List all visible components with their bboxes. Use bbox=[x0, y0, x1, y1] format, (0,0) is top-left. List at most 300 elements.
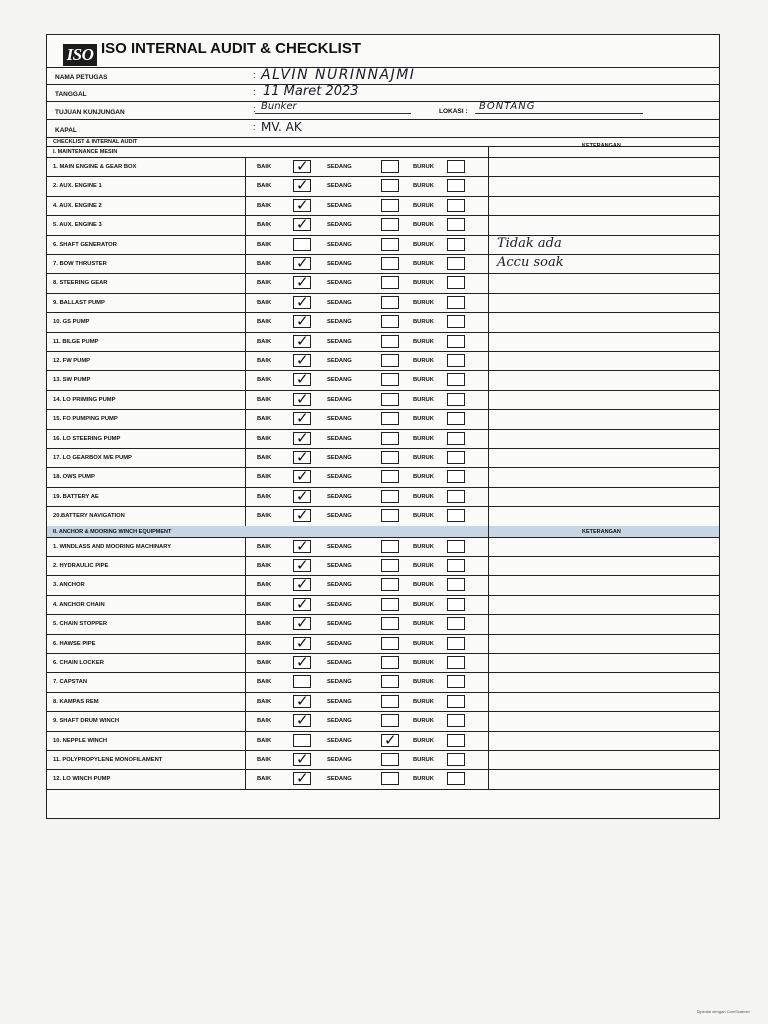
check-mark-icon: ✓ bbox=[296, 293, 309, 311]
audit-sheet bbox=[46, 34, 720, 819]
option-label-buruk: BURUK bbox=[413, 737, 434, 744]
colon: : bbox=[253, 87, 256, 97]
column-divider bbox=[245, 215, 246, 234]
option-label-buruk: BURUK bbox=[413, 563, 434, 569]
option-label-buruk: BURUK bbox=[413, 435, 434, 442]
check-mark-icon: ✓ bbox=[296, 274, 309, 292]
section-title: II. ANCHOR & MOORING WINCH EQUIPMENT bbox=[53, 528, 172, 535]
item-label: 12. LO WINCH PUMP bbox=[53, 776, 111, 783]
checkbox-sedang[interactable] bbox=[381, 490, 399, 503]
option-label-sedang: SEDANG bbox=[327, 396, 352, 403]
option-label-sedang: SEDANG bbox=[327, 640, 352, 647]
checkbox-buruk[interactable] bbox=[447, 772, 465, 785]
page-title: ISO INTERNAL AUDIT & CHECKLIST bbox=[101, 40, 362, 57]
sheet-header bbox=[47, 35, 719, 68]
item-label: 1. WINDLASS AND MOORING MACHINARY bbox=[53, 543, 172, 550]
item-label: 4. AUX. ENGINE 2 bbox=[53, 202, 102, 209]
checkbox-buruk[interactable] bbox=[447, 598, 465, 611]
option-label-sedang: SEDANG bbox=[327, 474, 352, 481]
checkbox-baik[interactable] bbox=[293, 371, 311, 389]
option-label-buruk: BURUK bbox=[413, 299, 434, 306]
checklist-title: CHECKLIST & INTERNAL AUDIT bbox=[53, 139, 138, 145]
check-mark-icon: ✓ bbox=[296, 770, 309, 788]
column-divider bbox=[488, 146, 489, 157]
column-divider bbox=[245, 254, 246, 273]
item-label: 9. BALLAST PUMP bbox=[53, 299, 105, 306]
checkbox-sedang[interactable] bbox=[381, 199, 399, 212]
option-label-sedang: SEDANG bbox=[327, 377, 352, 384]
item-label: 11. BILGE PUMP bbox=[53, 338, 99, 345]
checkbox-buruk[interactable] bbox=[447, 509, 465, 522]
checklist-row bbox=[47, 556, 719, 576]
checkbox-buruk[interactable] bbox=[447, 393, 465, 406]
option-label-baik: BAIK bbox=[257, 640, 272, 647]
checkbox-sedang[interactable] bbox=[381, 160, 399, 173]
checkbox-baik[interactable] bbox=[293, 451, 311, 464]
column-divider bbox=[488, 293, 489, 312]
option-label-baik: BAIK bbox=[257, 396, 272, 403]
checkbox-baik[interactable] bbox=[293, 692, 311, 710]
option-label-baik: BAIK bbox=[257, 563, 272, 569]
column-divider bbox=[245, 467, 246, 486]
checkbox-baik[interactable] bbox=[293, 753, 311, 766]
checkbox-sedang[interactable] bbox=[381, 617, 399, 630]
option-label-sedang: SEDANG bbox=[327, 319, 352, 326]
check-mark-icon: ✓ bbox=[296, 177, 309, 195]
option-label-sedang: SEDANG bbox=[327, 241, 352, 248]
checkbox-baik[interactable] bbox=[293, 274, 311, 292]
checkbox-baik[interactable] bbox=[293, 238, 311, 251]
column-divider bbox=[488, 769, 489, 788]
check-mark-icon: ✓ bbox=[296, 634, 309, 652]
column-divider bbox=[245, 390, 246, 409]
column-divider bbox=[488, 235, 489, 254]
checklist-row bbox=[47, 196, 719, 216]
check-mark-icon: ✓ bbox=[296, 449, 309, 466]
option-label-sedang: SEDANG bbox=[327, 621, 352, 628]
checkbox-sedang[interactable] bbox=[381, 179, 399, 192]
checkbox-sedang[interactable] bbox=[381, 451, 399, 464]
item-label: 6. CHAIN LOCKER bbox=[53, 660, 104, 666]
option-label-baik: BAIK bbox=[257, 183, 272, 190]
item-label: 6. SHAFT GENERATOR bbox=[53, 241, 117, 248]
option-label-sedang: SEDANG bbox=[327, 776, 352, 783]
checkbox-buruk[interactable] bbox=[447, 335, 465, 348]
item-label: 3. ANCHOR bbox=[53, 582, 85, 589]
nama-label: NAMA PETUGAS bbox=[55, 74, 108, 81]
option-label-baik: BAIK bbox=[257, 377, 272, 384]
check-mark-icon: ✓ bbox=[296, 390, 309, 408]
checkbox-sedang[interactable] bbox=[381, 373, 399, 386]
checkbox-buruk[interactable] bbox=[447, 540, 465, 553]
checkbox-buruk[interactable] bbox=[447, 675, 465, 688]
checkbox-buruk[interactable] bbox=[447, 276, 465, 289]
checkbox-sedang[interactable] bbox=[381, 276, 399, 289]
checkbox-baik[interactable] bbox=[293, 160, 311, 173]
checkbox-buruk[interactable] bbox=[447, 578, 465, 591]
keterangan-note: Accu soak bbox=[497, 255, 564, 270]
option-label-baik: BAIK bbox=[257, 474, 272, 481]
option-label-sedang: SEDANG bbox=[327, 183, 352, 190]
option-label-sedang: SEDANG bbox=[327, 493, 352, 500]
kapal-label: KAPAL bbox=[55, 127, 77, 134]
iso-logo: ISO bbox=[63, 44, 97, 66]
option-label-buruk: BURUK bbox=[413, 183, 434, 190]
lokasi-label: LOKASI : bbox=[439, 108, 468, 115]
option-label-baik: BAIK bbox=[257, 737, 272, 744]
option-label-sedang: SEDANG bbox=[327, 222, 352, 229]
checkbox-baik[interactable] bbox=[293, 712, 311, 730]
checkbox-sedang[interactable] bbox=[381, 257, 399, 270]
checkbox-baik[interactable] bbox=[293, 507, 311, 525]
checkbox-buruk[interactable] bbox=[447, 160, 465, 173]
checkbox-buruk[interactable] bbox=[447, 432, 465, 445]
checkbox-sedang[interactable] bbox=[381, 335, 399, 348]
checkbox-buruk[interactable] bbox=[447, 315, 465, 328]
option-label-sedang: SEDANG bbox=[327, 164, 352, 170]
checkbox-sedang[interactable] bbox=[381, 714, 399, 727]
lokasi-value: BONTANG bbox=[479, 101, 536, 112]
nama-value: ALVIN NURINNAJMI bbox=[261, 67, 416, 83]
item-label: 2. AUX. ENGINE 1 bbox=[53, 183, 102, 190]
checklist-row bbox=[47, 273, 719, 293]
option-label-buruk: BURUK bbox=[413, 202, 434, 209]
colon: : bbox=[253, 122, 256, 132]
option-label-baik: BAIK bbox=[257, 582, 272, 589]
checklist-row bbox=[47, 467, 719, 487]
check-mark-icon: ✓ bbox=[296, 371, 309, 389]
column-divider bbox=[245, 409, 246, 428]
checkbox-baik[interactable] bbox=[293, 257, 311, 270]
checkbox-baik[interactable] bbox=[293, 634, 311, 652]
item-label: 1. MAIN ENGINE & GEAR BOX bbox=[53, 164, 137, 170]
checklist-row bbox=[47, 157, 719, 177]
column-divider bbox=[488, 672, 489, 691]
checklist-row bbox=[47, 312, 719, 332]
option-label-baik: BAIK bbox=[257, 338, 272, 345]
check-mark-icon: ✓ bbox=[296, 576, 309, 594]
check-mark-icon: ✓ bbox=[296, 216, 309, 234]
column-divider bbox=[245, 731, 246, 750]
checkbox-baik[interactable] bbox=[293, 576, 311, 594]
checkbox-sedang[interactable] bbox=[381, 315, 399, 328]
checklist-row bbox=[47, 614, 719, 634]
checkbox-sedang[interactable] bbox=[381, 238, 399, 251]
column-divider bbox=[245, 614, 246, 633]
option-label-buruk: BURUK bbox=[413, 513, 434, 520]
option-label-sedang: SEDANG bbox=[327, 280, 352, 287]
checkbox-baik[interactable] bbox=[293, 354, 311, 367]
option-label-sedang: SEDANG bbox=[327, 679, 352, 686]
checkbox-sedang[interactable] bbox=[381, 598, 399, 611]
info-nama-row bbox=[47, 67, 719, 85]
column-divider bbox=[488, 750, 489, 769]
checklist-row bbox=[47, 634, 719, 654]
option-label-sedang: SEDANG bbox=[327, 582, 352, 589]
checkbox-buruk[interactable] bbox=[447, 354, 465, 367]
option-label-baik: BAIK bbox=[257, 543, 272, 550]
info-kapal-row bbox=[47, 119, 719, 138]
keterangan-header: KETERANGAN bbox=[582, 143, 621, 149]
check-mark-icon: ✓ bbox=[296, 255, 309, 272]
column-divider bbox=[488, 176, 489, 195]
item-label: 8. STEERING GEAR bbox=[53, 280, 108, 287]
option-label-sedang: SEDANG bbox=[327, 737, 352, 744]
column-divider bbox=[488, 711, 489, 730]
option-label-buruk: BURUK bbox=[413, 776, 434, 783]
column-divider bbox=[488, 312, 489, 331]
checkbox-sedang[interactable] bbox=[381, 675, 399, 688]
column-divider bbox=[245, 575, 246, 594]
checkbox-buruk[interactable] bbox=[447, 412, 465, 425]
check-mark-icon: ✓ bbox=[296, 557, 309, 574]
column-divider bbox=[245, 235, 246, 254]
column-divider bbox=[488, 506, 489, 525]
option-label-baik: BAIK bbox=[257, 261, 272, 267]
checkbox-sedang[interactable] bbox=[381, 540, 399, 553]
option-label-baik: BAIK bbox=[257, 416, 272, 423]
column-divider bbox=[245, 672, 246, 691]
checklist-row bbox=[47, 595, 719, 615]
column-divider bbox=[488, 467, 489, 486]
column-divider bbox=[488, 351, 489, 370]
column-divider bbox=[245, 448, 246, 467]
checkbox-sedang[interactable] bbox=[381, 753, 399, 766]
checkbox-baik[interactable] bbox=[293, 216, 311, 234]
checkbox-sedang[interactable] bbox=[381, 412, 399, 425]
item-label: 16. LO STEERING PUMP bbox=[53, 435, 121, 442]
option-label-baik: BAIK bbox=[257, 299, 272, 306]
check-mark-icon: ✓ bbox=[296, 507, 309, 525]
checkbox-buruk[interactable] bbox=[447, 559, 465, 572]
option-label-buruk: BURUK bbox=[413, 358, 434, 364]
column-divider bbox=[488, 254, 489, 273]
column-divider bbox=[488, 332, 489, 351]
checkbox-sedang[interactable] bbox=[381, 509, 399, 522]
column-divider bbox=[245, 692, 246, 711]
checkbox-baik[interactable] bbox=[293, 537, 311, 555]
column-divider bbox=[245, 653, 246, 672]
option-label-baik: BAIK bbox=[257, 660, 272, 666]
checkbox-buruk[interactable] bbox=[447, 490, 465, 503]
checkbox-buruk[interactable] bbox=[447, 218, 465, 231]
check-mark-icon: ✓ bbox=[296, 615, 309, 633]
checkbox-sedang[interactable] bbox=[381, 637, 399, 650]
checkbox-baik[interactable] bbox=[293, 313, 311, 331]
check-mark-icon: ✓ bbox=[296, 196, 309, 214]
check-mark-icon: ✓ bbox=[296, 352, 309, 369]
check-mark-icon: ✓ bbox=[296, 410, 309, 428]
checkbox-baik[interactable] bbox=[293, 770, 311, 788]
checklist-row bbox=[47, 769, 719, 789]
column-divider bbox=[488, 409, 489, 428]
checklist-row bbox=[47, 254, 719, 274]
option-label-buruk: BURUK bbox=[413, 601, 434, 608]
column-divider bbox=[245, 711, 246, 730]
option-label-baik: BAIK bbox=[257, 718, 272, 725]
checkbox-sedang[interactable] bbox=[381, 432, 399, 445]
item-label: 13. SW PUMP bbox=[53, 377, 91, 384]
check-mark-icon: ✓ bbox=[296, 468, 309, 486]
checklist-row bbox=[47, 575, 719, 595]
column-divider bbox=[245, 537, 246, 556]
checkbox-baik[interactable] bbox=[293, 332, 311, 350]
checkbox-baik[interactable] bbox=[293, 390, 311, 408]
column-divider bbox=[488, 653, 489, 672]
checkbox-sedang[interactable] bbox=[381, 578, 399, 591]
check-mark-icon: ✓ bbox=[296, 487, 309, 505]
item-label: 18. OWS PUMP bbox=[53, 474, 95, 481]
option-label-buruk: BURUK bbox=[413, 582, 434, 589]
checkbox-sedang[interactable] bbox=[381, 772, 399, 785]
checklist-row bbox=[47, 235, 719, 255]
colon: : bbox=[253, 104, 256, 114]
column-divider bbox=[488, 575, 489, 594]
option-label-sedang: SEDANG bbox=[327, 455, 352, 461]
option-label-buruk: BURUK bbox=[413, 280, 434, 287]
column-divider bbox=[488, 390, 489, 409]
item-label: 12. FW PUMP bbox=[53, 358, 91, 364]
column-divider bbox=[488, 429, 489, 448]
checkbox-buruk[interactable] bbox=[447, 734, 465, 747]
checkbox-buruk[interactable] bbox=[447, 238, 465, 251]
check-mark-icon: ✓ bbox=[384, 731, 397, 749]
column-divider bbox=[245, 312, 246, 331]
checkbox-buruk[interactable] bbox=[447, 637, 465, 650]
column-divider bbox=[488, 370, 489, 389]
keterangan-header: KETERANGAN bbox=[582, 528, 621, 535]
checkbox-baik[interactable] bbox=[293, 675, 311, 688]
checkbox-sedang[interactable] bbox=[381, 559, 399, 572]
option-label-sedang: SEDANG bbox=[327, 358, 352, 364]
checkbox-baik[interactable] bbox=[293, 559, 311, 572]
item-label: 19. BATTERY AE bbox=[53, 493, 99, 500]
item-label: 5. CHAIN STOPPER bbox=[53, 621, 108, 628]
option-label-sedang: SEDANG bbox=[327, 416, 352, 423]
checkbox-buruk[interactable] bbox=[447, 373, 465, 386]
column-divider bbox=[245, 429, 246, 448]
item-label: 7. BOW THRUSTER bbox=[53, 261, 107, 267]
checkbox-baik[interactable] bbox=[293, 177, 311, 195]
checkbox-sedang[interactable] bbox=[381, 354, 399, 367]
column-divider bbox=[245, 196, 246, 215]
column-divider bbox=[245, 176, 246, 195]
option-label-baik: BAIK bbox=[257, 358, 272, 364]
column-divider bbox=[488, 556, 489, 575]
column-divider bbox=[488, 487, 489, 506]
check-mark-icon: ✓ bbox=[296, 429, 309, 447]
checkbox-buruk[interactable] bbox=[447, 296, 465, 309]
checklist-row bbox=[47, 332, 719, 352]
checkbox-baik[interactable] bbox=[293, 734, 311, 747]
checkbox-buruk[interactable] bbox=[447, 199, 465, 212]
checkbox-baik[interactable] bbox=[293, 196, 311, 214]
checkbox-sedang[interactable] bbox=[381, 218, 399, 231]
option-label-baik: BAIK bbox=[257, 757, 272, 763]
checkbox-baik[interactable] bbox=[293, 293, 311, 311]
colon: : bbox=[253, 70, 256, 80]
checkbox-baik[interactable] bbox=[293, 595, 311, 613]
column-divider bbox=[488, 526, 489, 537]
option-label-baik: BAIK bbox=[257, 280, 272, 287]
kapal-value: MV. AK bbox=[261, 120, 302, 134]
checkbox-baik[interactable] bbox=[293, 410, 311, 428]
checkbox-sedang[interactable] bbox=[381, 470, 399, 483]
checkbox-baik[interactable] bbox=[293, 468, 311, 486]
check-mark-icon: ✓ bbox=[296, 313, 309, 331]
checklist-row bbox=[47, 293, 719, 313]
scanner-watermark: Dipindai dengan CamScanner bbox=[696, 1009, 750, 1014]
column-divider bbox=[488, 731, 489, 750]
checkbox-buruk[interactable] bbox=[447, 753, 465, 766]
checkbox-buruk[interactable] bbox=[447, 617, 465, 630]
option-label-baik: BAIK bbox=[257, 241, 272, 248]
option-label-buruk: BURUK bbox=[413, 164, 434, 170]
column-divider bbox=[488, 157, 489, 176]
checkbox-buruk[interactable] bbox=[447, 714, 465, 727]
checklist-row bbox=[47, 506, 719, 526]
checklist-row bbox=[47, 215, 719, 235]
option-label-baik: BAIK bbox=[257, 202, 272, 209]
column-divider bbox=[245, 634, 246, 653]
column-divider bbox=[245, 370, 246, 389]
option-label-sedang: SEDANG bbox=[327, 757, 352, 763]
checkbox-sedang[interactable] bbox=[381, 695, 399, 708]
option-label-buruk: BURUK bbox=[413, 241, 434, 248]
checkbox-buruk[interactable] bbox=[447, 656, 465, 669]
option-label-buruk: BURUK bbox=[413, 261, 434, 267]
item-label: 2. HYDRAULIC PIPE bbox=[53, 563, 109, 569]
checkbox-buruk[interactable] bbox=[447, 257, 465, 270]
checklist-row bbox=[47, 429, 719, 449]
item-label: 20.BATTERY NAVIGATION bbox=[53, 513, 125, 520]
checkbox-buruk[interactable] bbox=[447, 451, 465, 464]
checkbox-sedang[interactable] bbox=[381, 731, 399, 749]
tujuan-underline bbox=[255, 113, 411, 114]
checkbox-sedang[interactable] bbox=[381, 656, 399, 669]
option-label-buruk: BURUK bbox=[413, 679, 434, 686]
checklist-row bbox=[47, 409, 719, 429]
checklist-row bbox=[47, 448, 719, 468]
checklist-row bbox=[47, 537, 719, 557]
column-divider bbox=[245, 750, 246, 769]
checkbox-sedang[interactable] bbox=[381, 393, 399, 406]
checkbox-buruk[interactable] bbox=[447, 695, 465, 708]
option-label-baik: BAIK bbox=[257, 319, 272, 326]
checklist-row bbox=[47, 711, 719, 731]
tujuan-label: TUJUAN KUNJUNGAN bbox=[55, 109, 125, 116]
checkbox-buruk[interactable] bbox=[447, 179, 465, 192]
checklist-row bbox=[47, 351, 719, 371]
option-label-sedang: SEDANG bbox=[327, 718, 352, 725]
section-title: I. MAINTENANCE MESIN bbox=[53, 149, 118, 155]
item-label: 14. LO PRIMING PUMP bbox=[53, 396, 116, 403]
item-label: 6. HAWSE PIPE bbox=[53, 640, 96, 647]
checkbox-baik[interactable] bbox=[293, 429, 311, 447]
column-divider bbox=[245, 157, 246, 176]
column-divider bbox=[245, 332, 246, 351]
option-label-sedang: SEDANG bbox=[327, 698, 352, 705]
option-label-buruk: BURUK bbox=[413, 377, 434, 384]
option-label-buruk: BURUK bbox=[413, 621, 434, 628]
checklist-row bbox=[47, 672, 719, 692]
checkbox-baik[interactable] bbox=[293, 487, 311, 505]
checkbox-buruk[interactable] bbox=[447, 470, 465, 483]
checkbox-baik[interactable] bbox=[293, 615, 311, 633]
checkbox-baik[interactable] bbox=[293, 656, 311, 669]
checkbox-sedang[interactable] bbox=[381, 296, 399, 309]
column-divider bbox=[245, 293, 246, 312]
